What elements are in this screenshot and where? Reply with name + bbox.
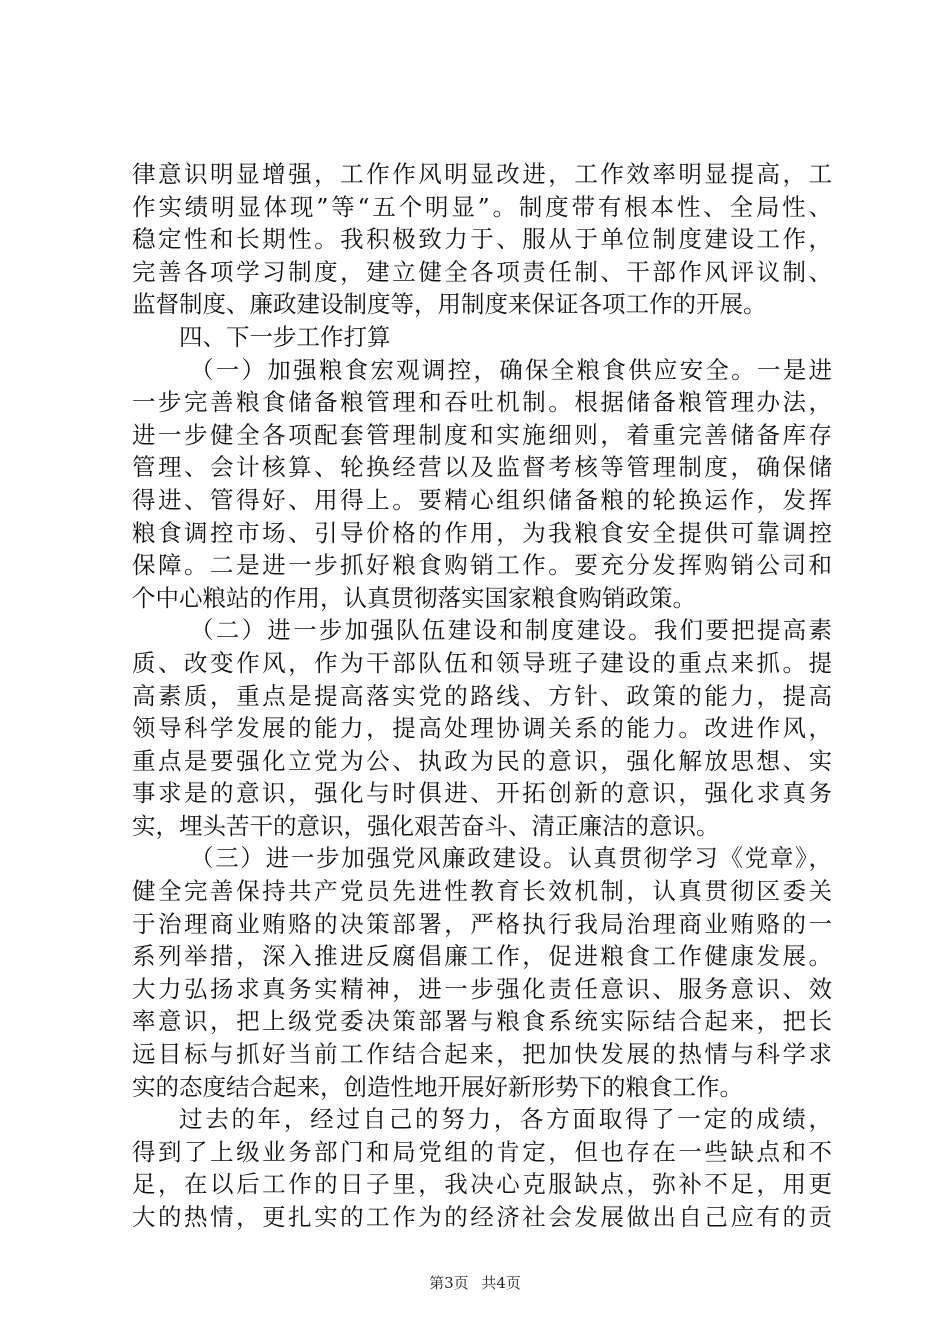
text-line: 保障。二是进一步抓好粮食购销工作。要充分发挥购销公司和 <box>132 551 832 580</box>
text-line: （三）进一步加强党风廉政建设。认真贯彻学习《党章》， <box>190 844 832 873</box>
text-line: 管理、会计核算、轮换经营以及监督考核等管理制度，确保储 <box>132 453 832 482</box>
text-line: 于治理商业贿赂的决策部署，严格执行我局治理商业贿赂的一 <box>132 909 832 938</box>
text-line: 实，埋头苦干的意识，强化艰苦奋斗、清正廉洁的意识。 <box>132 811 720 840</box>
text-line: 大的热情，更扎实的工作为的经济社会发展做出自己应有的贡 <box>132 1203 832 1231</box>
page-total: 共4页 <box>481 1274 521 1292</box>
text-line: （二）进一步加强队伍建设和制度建设。我们要把提高素 <box>190 616 832 645</box>
text-line: （一）加强粮食宏观调控，确保全粮食供应安全。一是进 <box>190 355 832 384</box>
text-line: 重点是要强化立党为公、执政为民的意识，强化解放思想、实 <box>132 746 832 775</box>
text-line: 大力弘扬求真务实精神，进一步强化责任意识、服务意识、效 <box>132 974 832 1003</box>
text-line: 率意识，把上级党委决策部署与粮食系统实际结合起来，把长 <box>132 1007 832 1036</box>
text-line: 实的态度结合起来，创造性地开展好新形势下的粮食工作。 <box>132 1072 743 1101</box>
text-line: 领导科学发展的能力，提高处理协调关系的能力。改进作风， <box>132 714 832 743</box>
page-footer <box>0 1272 950 1293</box>
text-line: 得进、管得好、用得上。要精心组织储备粮的轮换运作，发挥 <box>132 485 832 514</box>
text-line: 高素质，重点是提高落实党的路线、方针、政策的能力，提高 <box>132 681 832 710</box>
text-line: 律意识明显增强，工作作风明显改进，工作效率明显提高，工 <box>132 160 832 188</box>
text-line: 健全完善保持共产党员先进性教育长效机制，认真贯彻区委关 <box>132 877 832 906</box>
text-line: 一步完善粮食储备粮管理和吞吐机制。根据储备粮管理办法， <box>132 388 832 417</box>
text-line: 完善各项学习制度，建立健全各项责任制、干部作风评议制、 <box>132 257 832 286</box>
text-line: 足，在以后工作的日子里，我决心克服缺点，弥补不足，用更 <box>132 1170 832 1199</box>
text-line: 远目标与抓好当前工作结合起来，把加快发展的热情与科学求 <box>132 1040 832 1069</box>
text-line: 质、改变作风，作为干部队伍和领导班子建设的重点来抓。提 <box>132 648 832 677</box>
text-line: 进一步健全各项配套管理制度和实施细则，着重完善储备库存 <box>132 420 832 449</box>
text-line: 稳定性和长期性。我积极致力于、服从于单位制度建设工作， <box>132 225 832 254</box>
text-line: 粮食调控市场、引导价格的作用，为我粮食安全提供可靠调控 <box>132 518 832 547</box>
text-line: 个中心粮站的作用，认真贯彻落实国家粮食购销政策。 <box>132 583 696 612</box>
text-line: 得到了上级业务部门和局党组的肯定，但也存在一些缺点和不 <box>132 1137 832 1166</box>
text-line: 四、下一步工作打算 <box>179 322 391 351</box>
text-line: 系列举措，深入推进反腐倡廉工作，促进粮食工作健康发展。 <box>132 942 832 971</box>
page-number: 第3页 <box>429 1274 469 1292</box>
text-line: 作实绩明显体现”等“五个明显”。制度带有根本性、全局性、 <box>132 192 832 221</box>
document-body <box>132 158 832 1234</box>
text-line: 事求是的意识，强化与时俱进、开拓创新的意识，强化求真务 <box>132 779 832 808</box>
text-line: 过去的年，经过自己的努力，各方面取得了一定的成绩， <box>179 1105 832 1134</box>
text-line: 监督制度、廉政建设制度等，用制度来保证各项工作的开展。 <box>132 290 767 319</box>
